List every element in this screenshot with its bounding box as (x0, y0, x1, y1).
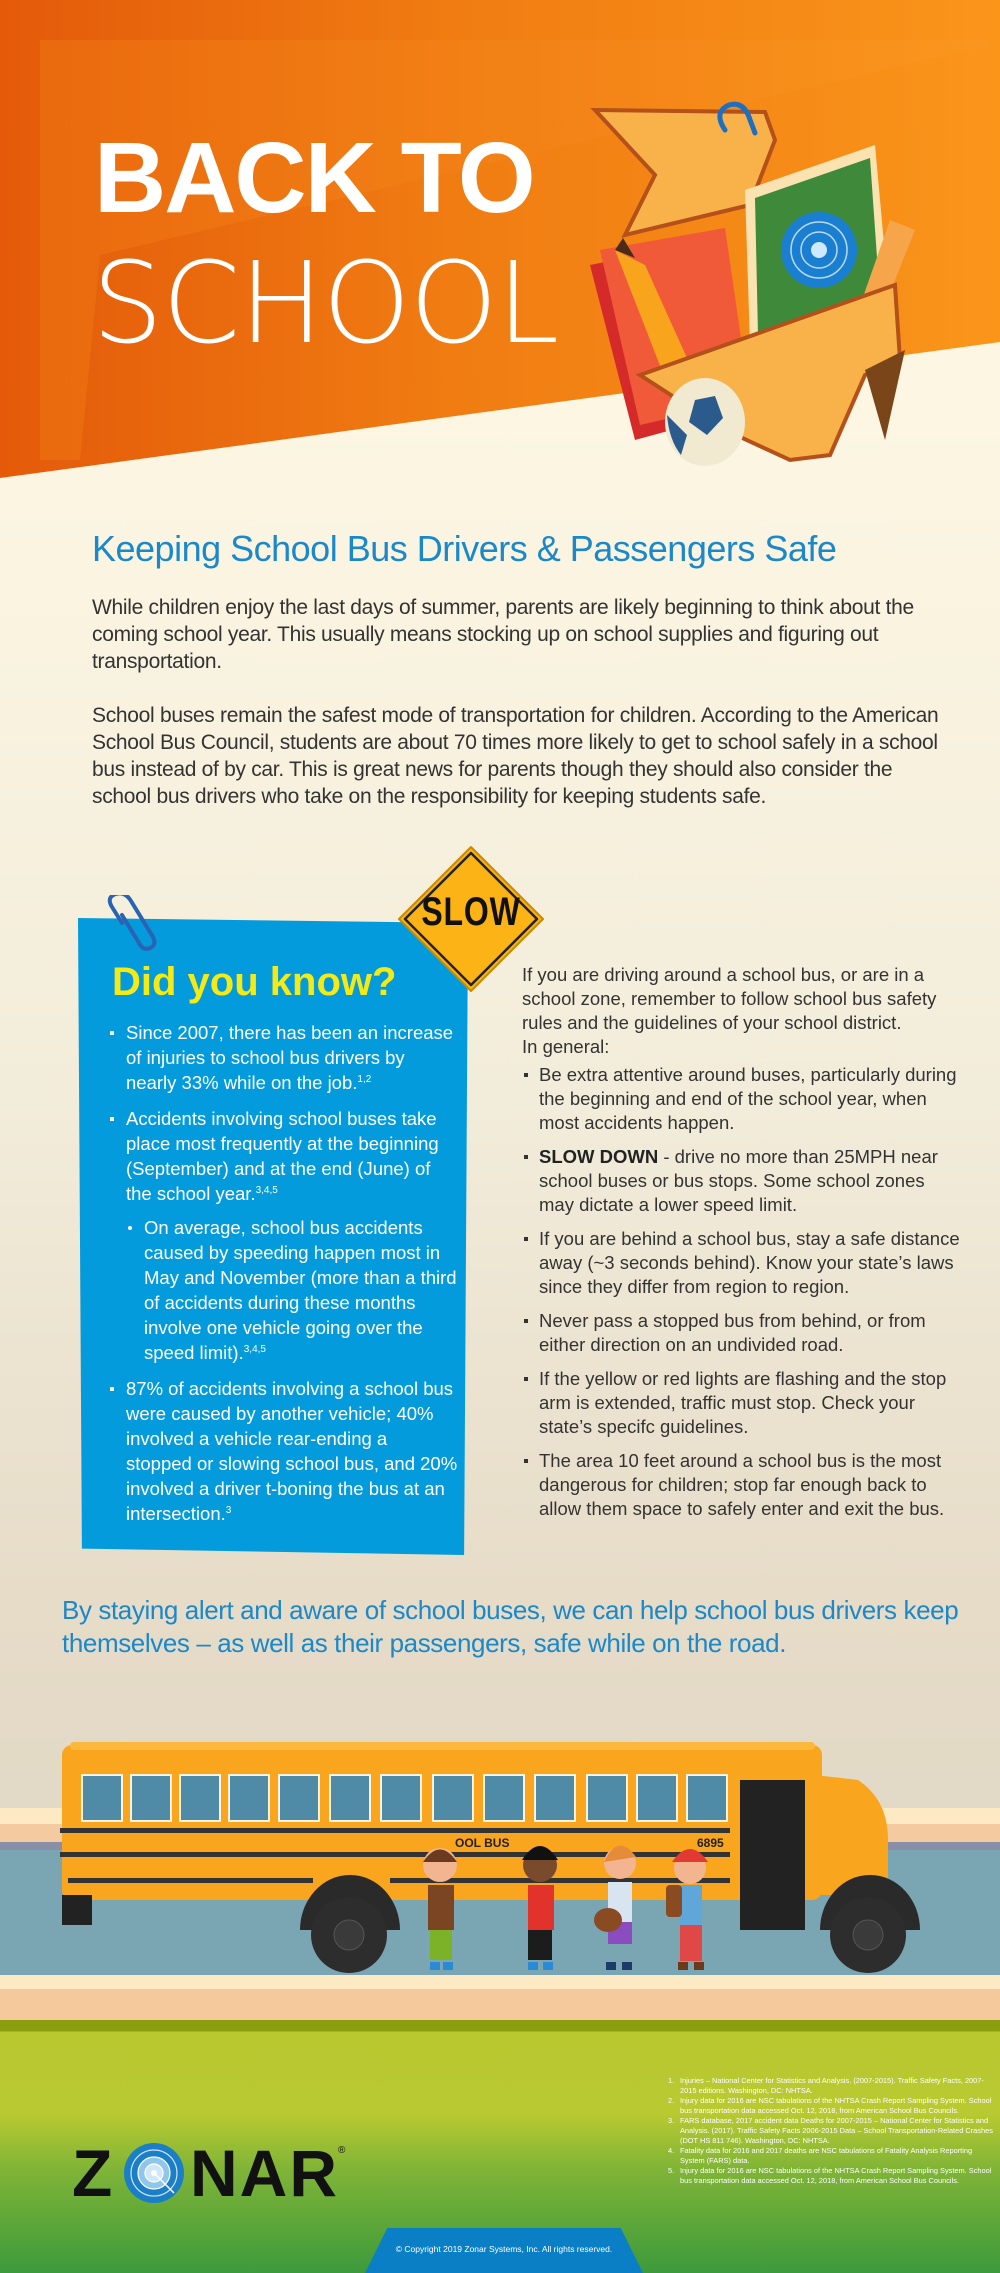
tip-item: SLOW DOWN - drive no more than 25MPH near school buses or bus stops. Some school zones may dictate a lower speed limit. (522, 1145, 962, 1217)
svg-text:OOL BUS: OOL BUS (455, 1836, 510, 1850)
fact-item: Since 2007, there has been an increase of injuries to school bus drivers by nearly 33% while on the job.$^{1,2}$ (108, 1020, 458, 1095)
intro-heading: Keeping School Bus Drivers & Passengers Safe (92, 528, 837, 569)
slow-sign-label: SLOW (421, 890, 521, 934)
footnote-item: 4. Fatality data for 2016 and 2017 deaths are NSC tabulations of Fatality Analysis Reporting System (FARS) data. (668, 2146, 973, 2165)
tips-intro: If you are driving around a school bus, or are in a school zone, remember to follow school bus safety rules and the guidelines of your school district. In general: (522, 964, 937, 1057)
footnote-item: 1. Injuries – National Center for Statistics and Analysis. (2007-2015). Traffic Safety Facts, 2007-2015 editions. Washington, DC: NHTSA. (668, 2076, 984, 2095)
closing-statement: By staying alert and aware of school buses, we can help school bus drivers keep themselves – as well as their passengers, safe while on the road. (62, 1595, 959, 1658)
svg-text:6895: 6895 (697, 1836, 724, 1850)
fact-subitem: On average, school bus accidents caused by speeding happen most in May and November (more than a third of accidents during these months involve one vehicle going over the speed limit).$^{3,4,5}$ (108, 1215, 458, 1365)
tip-item: Be extra attentive around buses, particularly during the beginning and end of the school year, when most accidents happen. (522, 1063, 962, 1135)
footnote-ref: 3 (225, 1504, 232, 1516)
copyright-text: © Copyright 2019 Zonar Systems, Inc. All rights reserved. (395, 2244, 613, 2254)
school-bus-scene-illustration (0, 1690, 1000, 2020)
title-school: SCHOOL (92, 239, 559, 369)
fact-item: Accidents involving school buses take place most frequently at the beginning (September) and at the end (June) of the school year.$^{3,4,5}$ (108, 1106, 458, 1206)
footnote-ref: 1,2 (357, 1073, 372, 1085)
safety-tips-list (522, 1063, 962, 1531)
zonar-target-icon (122, 2141, 186, 2205)
zonar-logo: Z NAR ® (72, 2136, 346, 2210)
footnote-item: 2. Injury data for 2016 are NSC tabulations of the NHTSA Crash Report Sampling System. School bus transportation data accessed Oct. 12, 2018, from American School Bus Councils. (668, 2096, 992, 2115)
footnote-item: 5. Injury data for 2016 are NSC tabulations of the NHTSA Crash Report Sampling System. School bus transportation data accessed Oct. 12, 2018, from American School Bus Councils. (668, 2166, 992, 2185)
tip-item: Never pass a stopped bus from behind, or from either direction on an undivided road. (522, 1309, 962, 1357)
footnote-item: 3. FARS database, 2017 accident data Deaths for 2007-2015 – National Center for Statistics and Analysis. (2017). Traffic Safety Facts 2006-2015 Data – School Transportation-Related Crashes (DOT HS 811 746). Washington, DC: NHTSA. (668, 2116, 993, 2145)
did-you-know-list (108, 1020, 458, 1537)
footnote-ref: 3,4,5 (243, 1343, 266, 1355)
intro-paragraph-1: While children enjoy the last days of summer, parents are likely beginning to think about the coming school year. This usually means stocking up on school supplies and figuring out transportation. (92, 596, 914, 673)
intro-paragraph-2: School buses remain the safest mode of transportation for children. According to the American School Bus Council, students are about 70 times more likely to get to school safely in a school bus instead of by car. This is great news for parents though they should also consider the school bus drivers who take on the responsibility for keeping students safe. (92, 704, 939, 808)
tip-item: If you are behind a school bus, stay a safe distance away (~3 seconds behind). Know your state’s laws since they differ from region to region. (522, 1227, 962, 1299)
footnotes-list (668, 2076, 998, 2186)
paperclip-icon (100, 895, 160, 955)
footnote-ref: 3,4,5 (255, 1184, 278, 1196)
tip-item: If the yellow or red lights are flashing and the stop arm is extended, traffic must stop. Check your state’s specifc guidelines. (522, 1367, 962, 1439)
did-you-know-title: Did you know? (112, 960, 397, 1004)
school-supplies-illustration (575, 100, 955, 480)
tip-item: The area 10 feet around a school bus is the most dangerous for children; stop far enough back to allow them space to safely enter and exit the bus. (522, 1449, 962, 1521)
title-back-to: BACK TO (94, 122, 534, 234)
fact-item: 87% of accidents involving a school bus were caused by another vehicle; 40% involved a vehicle rear-ending a stopped or slowing school bus, and 20% involved a driver t-boning the bus at an intersection.$^3$ (108, 1376, 458, 1526)
